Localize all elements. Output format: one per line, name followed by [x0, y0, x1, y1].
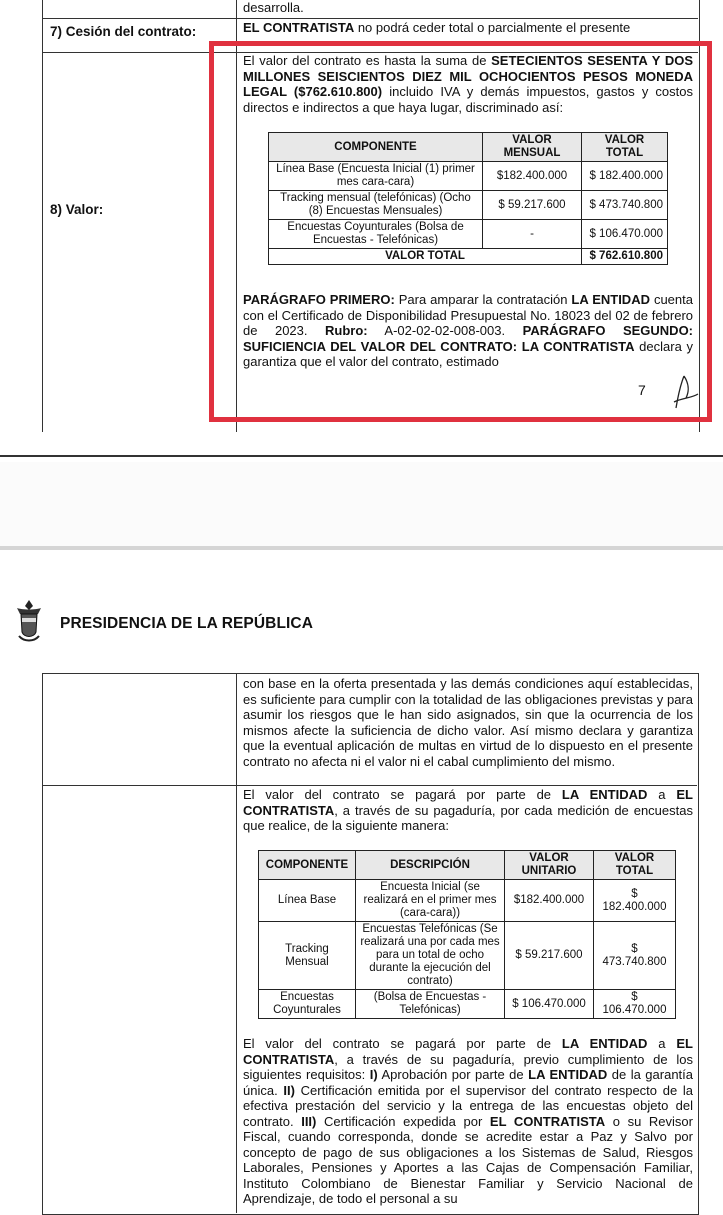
- cesion-text: EL CONTRATISTA no podrá ceder total o parcialmente el presente: [243, 20, 631, 35]
- table-cell: $182.400.000: [483, 162, 582, 191]
- table-cell: Tracking Mensual: [259, 922, 356, 990]
- document-page-1: [0, 0, 723, 462]
- table-cell: $ 106.470.000: [505, 990, 594, 1019]
- table-header: COMPONENTE: [259, 851, 356, 880]
- page-number: 7: [638, 382, 646, 398]
- table-cell: $ 59.217.600: [483, 191, 582, 220]
- top-fragment: desarrolla.: [243, 0, 304, 15]
- table-cell: $ 182.400.000: [582, 162, 668, 191]
- row-divider: [42, 785, 697, 786]
- table-cell: (Bolsa de Encuestas - Telefónicas): [356, 990, 505, 1019]
- table-row: [259, 880, 676, 922]
- table-cell: Línea Base: [259, 880, 356, 922]
- highlight-annotation: [209, 41, 712, 422]
- coat-of-arms-icon: [14, 598, 44, 650]
- table-cell: $ 182.400.000: [594, 880, 676, 922]
- table-cell: $ 59.217.600: [505, 922, 594, 990]
- table-cell: Encuesta Inicial (se realizará en el primer mes (cara-cara)): [356, 880, 505, 922]
- table-header: VALOR TOTAL: [594, 851, 676, 880]
- pago-intro: El valor del contrato se pagará por parte de LA ENTIDAD a EL CONTRATISTA, a través de su pagaduría, por cada medición de encuestas que realice, de la siguiente manera:: [243, 787, 693, 833]
- table-row: [259, 922, 676, 990]
- page-separator: [0, 546, 723, 550]
- table-header: VALOR MENSUAL: [483, 133, 582, 162]
- table-cell: $ 106.470.000: [594, 990, 676, 1019]
- table-header: VALOR TOTAL: [582, 133, 668, 162]
- valor-intro: El valor del contrato es hasta la suma de SETECIENTOS SESENTA Y DOS MILLONES SEISCIENTOS DIEZ MIL OCHOCIENTOS PESOS MONEDA LEGAL ($762.610.800) incluido IVA y demás impuestos, gastos y costos directos e indirectos a que haya lugar, discriminado así:: [243, 53, 693, 115]
- paragrafos: PARÁGRAFO PRIMERO: Para amparar la contratación LA ENTIDAD cuenta con el Certificado de Disponibilidad Presupuestal No. 18023 del 02 de febrero de 2023. Rubro: A-02-02-02-008-003. PARÁGRAFO SEGUNDO: SUFICIENCIA DEL VALOR DEL CONTRATO: LA CONTRATISTA declara y garantiza que el valor del contrato, estimado: [243, 292, 694, 369]
- table-cell: $182.400.000: [505, 880, 594, 922]
- table-row: [259, 990, 676, 1019]
- table-header: COMPONENTE: [269, 133, 483, 162]
- table-cell: -: [483, 220, 582, 249]
- valor-label: 8) Valor:: [50, 202, 104, 217]
- column-divider: [236, 673, 237, 1213]
- table-cell: $ 106.470.000: [582, 220, 668, 249]
- continuation-text: con base en la oferta presentada y las demás condiciones aquí establecidas, es suficiente para cumplir con la totalidad de las obligaciones previstas y para asumir los riesgos que le han sido asignados, sin que la ocurrencia de los mismos afecte la suficiencia de dicho valor. Así mismo declara y garantiza que la eventual aplicación de multas en virtud de lo dispuesto en el presente contrato no afecta ni el valor ni el cabal cumplimiento del mismo.: [243, 676, 693, 769]
- row-divider: [42, 18, 698, 19]
- requisitos-text: El valor del contrato se pagará por parte de LA ENTIDAD a EL CONTRATISTA, a través de su pagaduría, previo cumplimiento de los siguientes requisitos: I) Aprobación por parte de LA ENTIDAD de la garantía única. II) Certificación emitida por el supervisor del contrato respecto de la efectiva prestación del servicio y la entrega de las encuestas objeto del contrato. III) Certificación expedida por EL CONTRATISTA o su Revisor Fiscal, cuando corresponda, donde se acredite estar a Paz y Salvo por concepto de pago de sus obligaciones a los Sistemas de Salud, Riesgos Laborales, Pensiones y Aportes a las Cajas de Compensación Familiar, Instituto Colombiano de Bienestar Familiar y Servicio Nacional de Aprendizaje, de todo el personal a su: [243, 1036, 693, 1206]
- table-cell: Línea Base (Encuesta Inicial (1) primer mes cara-cara): [269, 162, 483, 191]
- document-page-2: [0, 552, 723, 1206]
- table-cell: Encuestas Coyunturales (Bolsa de Encuestas - Telefónicas): [269, 220, 483, 249]
- table-cell: $ 473.740.800: [582, 191, 668, 220]
- cesion-label: 7) Cesión del contrato:: [50, 24, 197, 39]
- page-gap: [0, 462, 723, 550]
- table-cell: $ 473.740.800: [594, 922, 676, 990]
- table-header: VALOR UNITARIO: [505, 851, 594, 880]
- table-cell: Encuestas Telefónicas (Se realizará una por cada mes para un total de ocho durante la ejecución del contrato): [356, 922, 505, 990]
- table-cell: Encuestas Coyunturales: [259, 990, 356, 1019]
- total-label: VALOR TOTAL: [269, 249, 582, 265]
- pago-table: [258, 850, 676, 1019]
- page-bottom-rule: [0, 455, 723, 457]
- table-header: DESCRIPCIÓN: [356, 851, 505, 880]
- table-cell: Tracking mensual (telefónicas) (Ocho (8) Encuestas Mensuales): [269, 191, 483, 220]
- total-value: $ 762.610.800: [582, 249, 668, 265]
- organization-name: PRESIDENCIA DE LA REPÚBLICA: [60, 615, 314, 632]
